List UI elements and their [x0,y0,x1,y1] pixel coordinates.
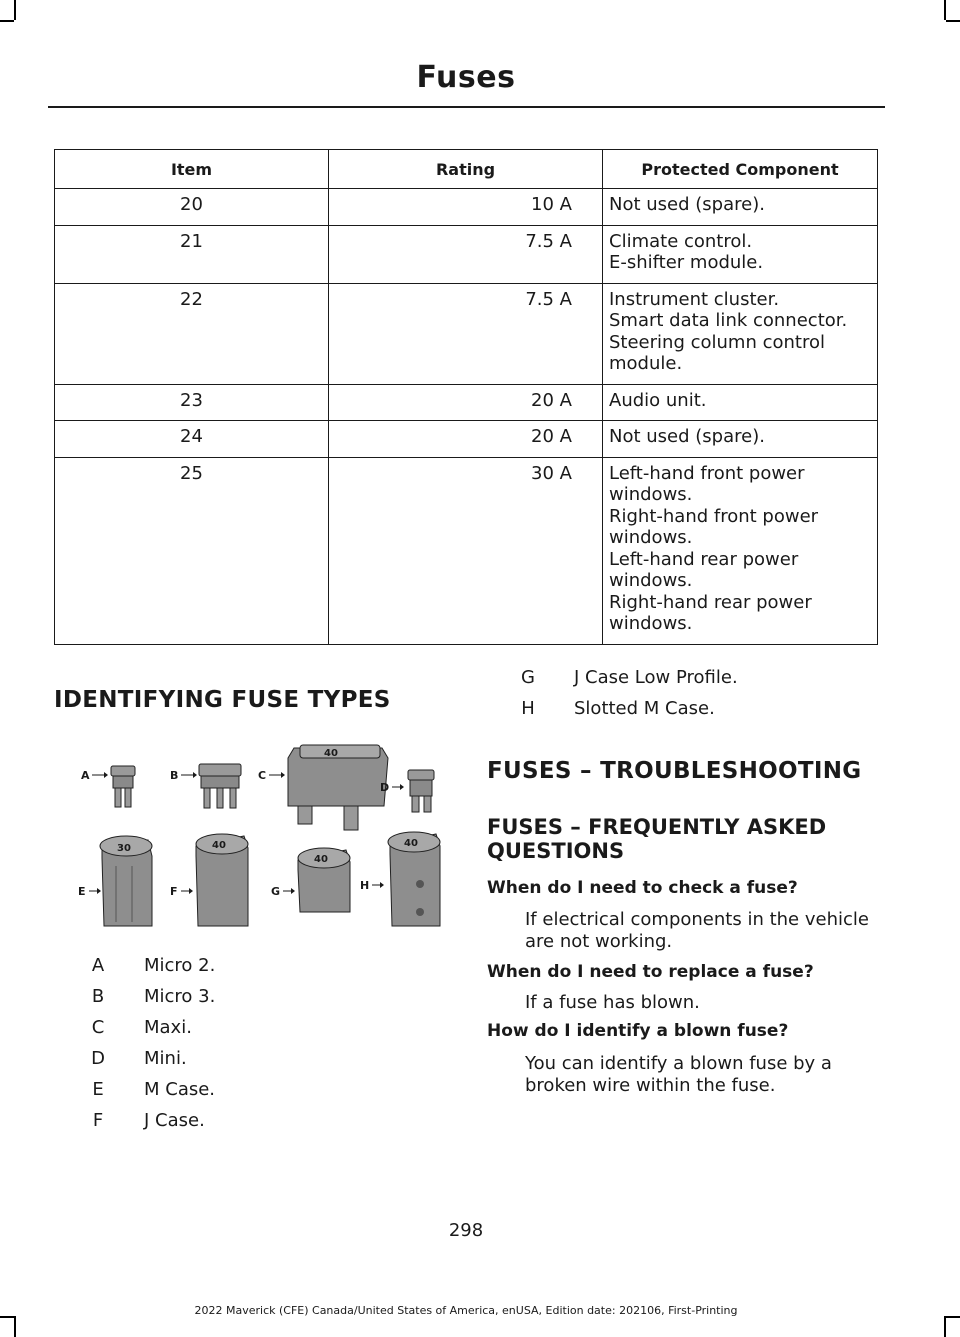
faq-answer: You can identify a blown fuse by a broken wire within the fuse. [525,1053,832,1096]
fuse-c-maxi [258,745,388,830]
component-entry: Not used (spare). [609,426,765,447]
label-h: H [360,879,370,892]
legend-key: A [91,955,105,976]
component-entry: Left-hand front power windows. [609,462,805,505]
crop-mark [944,1316,946,1337]
component-entry: Instrument cluster. [609,288,780,310]
component-entry: E-shifter module. [609,252,764,273]
column-header-item: Item [55,150,329,189]
legend-key: C [91,1017,105,1038]
crop-mark [0,20,14,22]
cell-item: 25 [55,457,329,644]
component-entry: Right-hand rear power windows. [609,591,812,634]
label-e: E [78,885,86,898]
table-row [55,384,878,421]
fuse-table [54,149,878,645]
header-rule [48,106,885,108]
fuse-types-legend [88,955,448,1135]
legend-key: D [91,1048,105,1069]
page-number: 298 [448,1220,484,1241]
table-header-row [55,150,878,189]
cell-item: 22 [55,283,329,384]
crop-mark [944,0,946,20]
component-entry: Smart data link connector. [609,310,848,331]
legend-label: J Case. [144,1110,205,1131]
label-b: B [170,769,179,782]
crop-mark [946,20,960,22]
cell-item: 24 [55,421,329,458]
fuse-h-slotted-m-case [360,832,440,926]
faq-answer: If electrical components in the vehicle are not working. [525,909,869,952]
fuse-e-m-case [78,836,152,926]
cell-component [603,457,878,644]
legend-label: Slotted M Case. [574,698,715,719]
table-row [55,225,878,283]
component-entry: Left-hand rear power windows. [609,548,799,591]
component-entry: Climate control. [609,230,753,252]
table-row [55,457,878,644]
cell-item: 21 [55,225,329,283]
label-d: D [380,781,390,794]
cell-rating: 7.5 A [329,225,603,283]
label-c: C [258,769,267,782]
section-heading-troubleshooting: FUSES – TROUBLESHOOTING [487,758,862,784]
column-header-protected-component: Protected Component [603,150,878,189]
component-entry: Not used (spare). [609,194,765,215]
j-case-rating: 40 [212,840,226,851]
section-heading-identifying-fuse-types: IDENTIFYING FUSE TYPES [54,687,391,713]
table-row [55,189,878,226]
crop-mark [946,1316,960,1318]
fuse-types-illustration [62,736,448,932]
slotted-m-case-rating: 40 [404,838,418,849]
cell-rating: 30 A [329,457,603,644]
crop-mark [14,0,16,20]
faq-question: When do I need to check a fuse? [487,878,798,898]
cell-rating: 7.5 A [329,283,603,384]
cell-rating: 20 A [329,421,603,458]
table-row [55,421,878,458]
m-case-rating: 30 [117,843,131,854]
cell-rating: 10 A [329,189,603,226]
cell-rating: 20 A [329,384,603,421]
faq-question: When do I need to replace a fuse? [487,962,814,982]
edition-footer: 2022 Maverick (CFE) Canada/United States of America, enUSA, Edition date: 202106, First-Printing [194,1304,738,1317]
fuse-types-legend-continued [518,667,878,727]
fuse-f-j-case [170,834,248,926]
legend-key: H [521,698,535,719]
crop-mark [14,1316,16,1337]
legend-label: Mini. [144,1048,187,1069]
section-heading-faq: FUSES – FREQUENTLY ASKED QUESTIONS [487,815,827,863]
faq-question: How do I identify a blown fuse? [487,1021,789,1041]
column-header-rating: Rating [329,150,603,189]
cell-component [603,225,878,283]
table-row [55,283,878,384]
legend-label: M Case. [144,1079,216,1100]
cell-component [603,283,878,384]
cell-item: 23 [55,384,329,421]
fuse-g-j-case-low-profile [271,848,350,912]
component-entry: Right-hand front power windows. [609,505,819,548]
maxi-rating: 40 [324,748,338,759]
j-case-low-profile-rating: 40 [314,854,328,865]
legend-label: J Case Low Profile. [574,667,738,688]
legend-label: Micro 2. [144,955,216,976]
cell-item: 20 [55,189,329,226]
label-g: G [271,885,281,898]
fuse-d-mini [380,770,434,812]
page-title: Fuses [416,60,516,95]
label-a: A [81,769,90,782]
legend-key: G [521,667,535,688]
cell-component [603,189,878,226]
faq-answer: If a fuse has blown. [525,992,700,1013]
component-entry: Steering column control module. [609,331,825,374]
fuse-b-micro3 [170,764,241,808]
legend-label: Maxi. [144,1017,192,1038]
label-f: F [170,885,178,898]
legend-key: E [92,1079,104,1100]
legend-key: F [92,1110,104,1131]
cell-component [603,421,878,458]
cell-component [603,384,878,421]
component-entry: Audio unit. [609,389,707,411]
fuse-a-micro2 [81,766,135,807]
legend-label: Micro 3. [144,986,216,1007]
legend-key: B [91,986,105,1007]
